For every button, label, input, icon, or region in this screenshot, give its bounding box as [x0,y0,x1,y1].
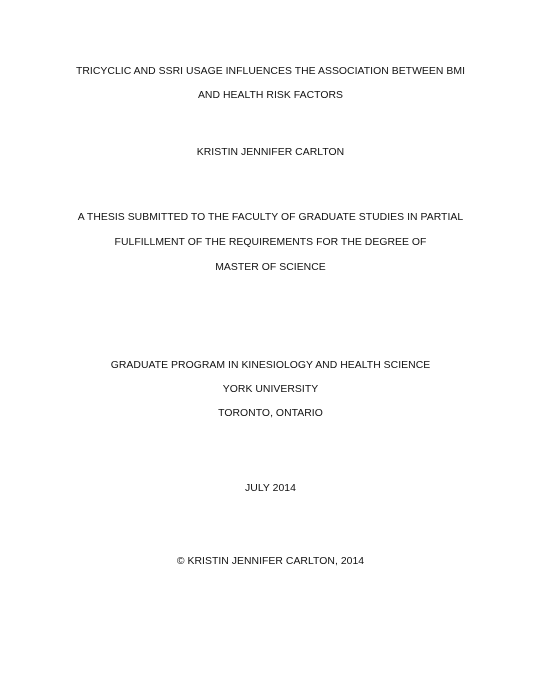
degree-name: MASTER OF SCIENCE [215,262,326,273]
author-name: KRISTIN JENNIFER CARLTON [196,147,345,158]
submission-statement-line-1: A THESIS SUBMITTED TO THE FACULTY OF GRADUATE STUDIES IN PARTIAL [77,212,464,223]
submission-date: JULY 2014 [245,483,296,494]
university-location: TORONTO, ONTARIO [218,408,323,419]
thesis-title-line-1: TRICYCLIC AND SSRI USAGE INFLUENCES THE ASSOCIATION BETWEEN BMI [75,66,466,77]
copyright-notice: © KRISTIN JENNIFER CARLTON, 2014 [176,556,365,567]
thesis-title-line-2: AND HEALTH RISK FACTORS [197,90,344,101]
university-name: YORK UNIVERSITY [222,384,319,395]
submission-statement-line-2: FULFILLMENT OF THE REQUIREMENTS FOR THE DEGREE OF [114,237,427,248]
graduate-program: GRADUATE PROGRAM IN KINESIOLOGY AND HEALTH SCIENCE [110,360,431,371]
